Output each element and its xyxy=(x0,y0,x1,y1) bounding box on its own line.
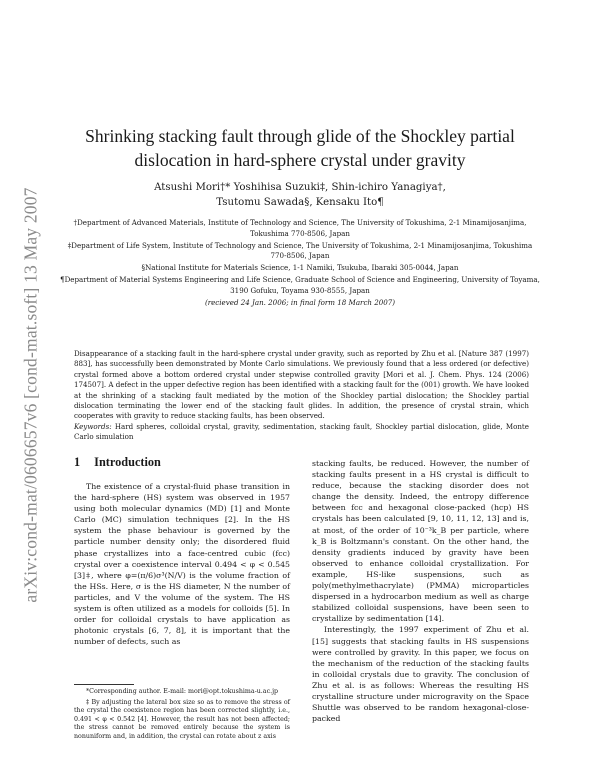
keywords-text: Hard spheres, colloidal crystal, gravity, sedimentation, stacking fault, Shockley partial dislocation, glide, Monte Carlo simulation xyxy=(74,421,529,442)
footnote-coexistence: ‡ By adjusting the lateral box size so as to remove the stress of the crystal the coexistence region has been corrected slightly, i.e., 0.491 < φ < 0.542 [4]. However, the result has not been affected; the stress cannot be removed entirely because the system is nonuniform and, in addition, the crystal can rotate about z axis xyxy=(74,698,290,740)
author-line-1: Atsushi Mori†* Yoshihisa Suzuki‡, Shin-ichiro Yanagiya†, xyxy=(154,182,446,193)
author-line-2: Tsutomu Sawada§, Kensaku Ito¶ xyxy=(216,197,384,208)
keywords-label: Keywords: xyxy=(74,421,112,431)
left-column xyxy=(74,481,290,647)
footnote-rule xyxy=(74,684,134,685)
affiliation-1: †Department of Advanced Materials, Institute of Technology and Science, The University of Tokushima, 2-1 Minamijosanjima, Tokushima 770-8506, Japan xyxy=(73,218,527,238)
right-paragraph-2: Interestingly, the 1997 experiment of Zhu et al. [15] suggests that stacking faults in HS suspensions were controlled by gravity. In this paper, we focus on the mechanism of the reduction of the stacking faults in colloidal crystals due to gravity. The conclusion of Zhu et al. is as follows: Whereas the resulting HS crystalline structure under microgravity on the Space Shuttle was observed to be random hexagonal-close-packed xyxy=(312,625,529,724)
author-list xyxy=(60,180,540,210)
arxiv-sidebar-stamp xyxy=(18,100,44,690)
abstract xyxy=(74,349,529,443)
section-title: Introduction xyxy=(94,455,161,469)
footnote-corresponding: *Corresponding author. E-mail: mori@opt.tokushima-u.ac.jp xyxy=(86,688,279,695)
arxiv-identifier: arXiv:cond-mat/0606657v6 [cond-mat.soft] 13 May 2007 xyxy=(20,187,41,603)
abstract-text: Disappearance of a stacking fault in the hard-sphere crystal under gravity, such as reported by Zhu et al. [Nature 387 (1997) 883], has successfully been demonstrated by Monte Carlo simulations. We previously found that a less ordered (or defective) crystal formed above a bottom ordered crystal under stepwise controlled gravity [Mori et al. J. Chem. Phys. 124 (2006) 174507]. A defect in the upper defective region has been identified with a stacking fault for the (001) growth. We have looked at the shrinking of a stacking fault mediated by the motion of the Shockley partial dislocation; the Shockley partial dislocation terminating the lower end of the stacking fault glides. In addition, the presence of crystal strain, which cooperates with gravity to reduce stacking faults, has been observed. xyxy=(74,349,529,421)
right-paragraph-1: stacking faults, be reduced. However, the number of stacking faults present in a HS crystal is difficult to reduce, because the stacking disorder does not change the density. Indeed, the entropy difference between fcc and hexagonal close-packed (hcp) HS crystals has been calculated [9, 10, 11, 12, 13] and is, at most, of the order of 10⁻³k_B per particle, where k_B is Boltzmann's constant. On the other hand, the density gradients induced by gravity have been observed to enhance colloidal crystallization. For example, HS-like suspensions, such as poly(methylmethacrylate) (PMMA) microparticles dispersed in a hydrocarbon medium as well as charge stabilized colloidal suspensions, have been seen to crystallize by sedimentation [14]. xyxy=(312,459,529,624)
affiliation-4: ¶Department of Material Systems Engineering and Life Science, Graduate School of Science and Engineering, University of Toyama, 3190 Gofuku, Toyama 930-8555, Japan xyxy=(60,275,540,296)
received-date: (recieved 24 Jan. 2006; in final form 18 March 2007) xyxy=(204,298,396,308)
section-heading xyxy=(74,455,161,470)
footnotes xyxy=(74,688,290,744)
section-number: 1 xyxy=(74,455,81,469)
affiliation-2: ‡Department of Life System, Institute of Technology and Science, The University of Tokushima, 2-1 Minamijosanjima, Tokushima 770-8506, Japan xyxy=(67,240,533,261)
affiliation-3: §National Institute for Materials Science, 1-1 Namiki, Tsukuba, Ibaraki 305-0044, Japan xyxy=(141,263,459,273)
affiliations xyxy=(60,218,540,310)
keywords xyxy=(74,422,529,443)
paper-title: Shrinking stacking fault through glide of the Shockley partial dislocation in hard-sphere crystal under gravity xyxy=(85,126,515,170)
right-column xyxy=(312,458,529,724)
left-paragraph: The existence of a crystal-fluid phase transition in the hard-sphere (HS) system was observed in 1957 using both molecular dynamics (MD) [1] and Monte Carlo (MC) simulation techniques [2]. In the HS system the phase behaviour is governed by the particle number density only; the disordered fluid phase crystallizes into a face-centred cubic (fcc) crystal over a coexistence interval 0.494 < φ < 0.545 [3]‡, where φ=(π/6)σ³(N/V) is the volume fraction of the HSs. Here, σ is the HS diameter, N the number of particles, and V the volume of the system. The HS system is often utilized as a models for colloids [5]. In order for colloidal crystals to have application as photonic crystals [6, 7, 8], it is important that the number of defects, such as xyxy=(74,482,290,647)
